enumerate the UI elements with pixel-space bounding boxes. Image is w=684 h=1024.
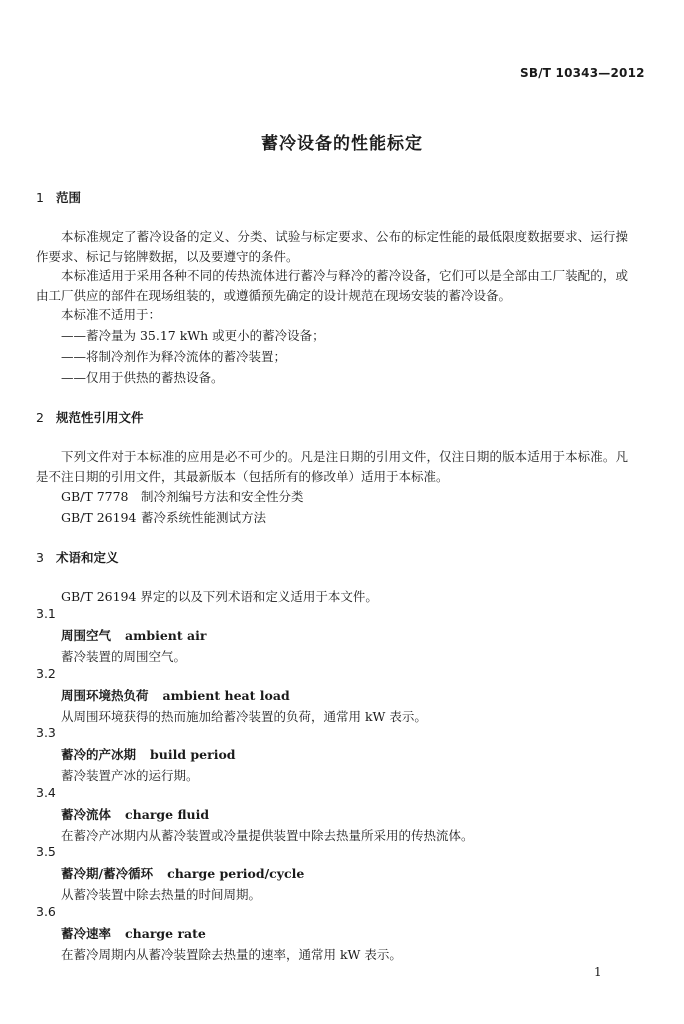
- scope-paragraph-1: 本标准规定了蓄冷设备的定义、分类、试验与标定要求、公布的标定性能的最低限度数据要求、运行操作要求、标记与铭牌数据，以及要遵守的条件。: [36, 229, 628, 264]
- scope-paragraph-2: 本标准适用于采用各种不同的传热流体进行蓄冷与释冷的蓄冷设备，它们可以是全部由工厂装配的，或由工厂供应的部件在现场组装的，或遵循预先确定的设计规范在现场安装的蓄冷设备。: [36, 268, 628, 303]
- list-item: ——将制冷剂作为释冷流体的蓄冷装置；: [61, 349, 287, 364]
- page-number: 1: [594, 965, 602, 979]
- term-number: 3.6: [36, 904, 56, 919]
- term-number: 3.4: [36, 785, 56, 800]
- references-paragraph: 下列文件对于本标准的应用是必不可少的。凡是注日期的引用文件，仅注日期的版本适用于本标准。凡是不注日期的引用文件，其最新版本（包括所有的修改单）适用于本标准。: [36, 449, 628, 484]
- term-heading: [61, 864, 304, 882]
- reference-code: GB/T 26194: [61, 510, 137, 525]
- term-zh: 蓄冷速率: [61, 926, 112, 941]
- term-number: 3.1: [36, 606, 56, 621]
- list-item: ——仅用于供热的蓄热设备。: [61, 370, 224, 385]
- term-zh: 周围环境热负荷: [61, 688, 149, 703]
- term-definition: 从蓄冷装置中除去热量的时间周期。: [61, 887, 262, 902]
- term-en: build period: [150, 747, 236, 762]
- reference-code: GB/T 7778: [61, 489, 129, 504]
- term-number: 3.2: [36, 666, 56, 681]
- term-en: ambient heat load: [162, 688, 290, 703]
- term-heading: [61, 686, 290, 704]
- section-2-heading: [36, 408, 144, 426]
- standard-code: SB/T 10343—2012: [520, 66, 645, 80]
- term-en: charge period/cycle: [167, 866, 305, 881]
- term-zh: 蓄冷的产冰期: [61, 747, 137, 762]
- term-definition: 蓄冷装置产冰的运行期。: [61, 768, 199, 783]
- term-number: 3.5: [36, 844, 56, 859]
- term-definition: 在蓄冷周期内从蓄冷装置除去热量的速率，通常用 kW 表示。: [61, 947, 402, 962]
- term-definition: 从周围环境获得的热而施加给蓄冷装置的负荷，通常用 kW 表示。: [61, 709, 427, 724]
- section-number: 1: [36, 190, 44, 205]
- section-number: 2: [36, 410, 44, 425]
- term-definition: 在蓄冷产冰期内从蓄冷装置或冷量提供装置中除去热量所采用的传热流体。: [61, 828, 474, 843]
- section-title: 术语和定义: [56, 550, 119, 565]
- reference-item: [61, 487, 304, 505]
- list-item: ——蓄冷量为 35.17 kWh 或更小的蓄冷设备；: [61, 328, 325, 343]
- term-definition: 蓄冷装置的周围空气。: [61, 649, 187, 664]
- terms-intro: GB/T 26194 界定的以及下列术语和定义适用于本文件。: [61, 589, 378, 604]
- reference-item: [61, 508, 266, 526]
- term-en: ambient air: [125, 628, 207, 643]
- page-title: 蓄冷设备的性能标定: [261, 134, 423, 154]
- section-3-heading: [36, 548, 119, 566]
- term-en: charge fluid: [125, 807, 210, 822]
- term-zh: 周围空气: [61, 628, 112, 643]
- section-number: 3: [36, 550, 44, 565]
- section-1-heading: [36, 188, 81, 206]
- term-zh: 蓄冷流体: [61, 807, 112, 822]
- term-heading: [61, 626, 206, 644]
- section-title: 规范性引用文件: [56, 410, 144, 425]
- term-number: 3.3: [36, 725, 56, 740]
- term-heading: [61, 805, 209, 823]
- not-applicable-intro: 本标准不适用于：: [61, 307, 162, 322]
- term-heading: [61, 745, 236, 763]
- term-zh: 蓄冷期/蓄冷循环: [61, 866, 154, 881]
- term-en: charge rate: [125, 926, 206, 941]
- section-title: 范围: [56, 190, 82, 205]
- reference-title: 制冷剂编号方法和安全性分类: [141, 489, 304, 504]
- reference-title: 蓄冷系统性能测试方法: [141, 510, 267, 525]
- term-heading: [61, 924, 206, 942]
